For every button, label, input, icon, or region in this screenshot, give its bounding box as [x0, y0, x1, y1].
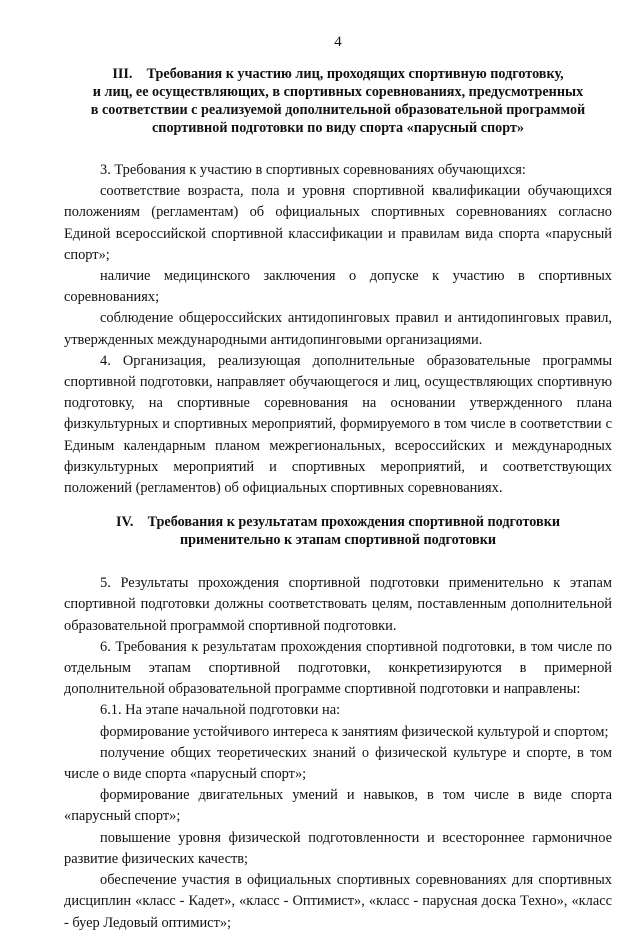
paragraph: получение общих теоретических знаний о физической культуре и спорте, в том числе о виде спорта «парусный спорт»;	[64, 744, 612, 783]
paragraph: 3. Требования к участию в спортивных соревнованиях обучающихся:	[100, 162, 526, 178]
paragraph: 6.1. На этапе начальной подготовки на:	[100, 702, 341, 719]
heading-line: в соответствии с реализуемой дополнительной образовательной программой	[90, 102, 586, 118]
heading-line: спортивной подготовки по виду спорта «парусный спорт»	[151, 120, 525, 136]
paragraph: повышение уровня физической подготовленности и всестороннее гармоничное развитие физических качеств;	[64, 829, 612, 867]
paragraph: соблюдение общероссийских антидопинговых правил и антидопинговых правил, утвержденных международными антидопинговыми организациями.	[64, 310, 612, 348]
paragraph: 5. Результаты прохождения спортивной подготовки применительно к этапам спортивной подготовки должны соответствовать целям, поставленным дополнительной образовательной программой спортивной подготовки.	[64, 575, 612, 634]
heading-line: III. Требования к участию лиц, проходящих спортивную подготовку,	[112, 66, 564, 82]
page-number: 4	[334, 34, 342, 50]
heading-line: IV. Требования к результатам прохождения спортивной подготовки	[115, 514, 561, 531]
section-heading-4	[64, 513, 612, 549]
paragraph: соответствие возраста, пола и уровня спортивной квалификации обучающихся положениям (регламентам) об официальных спортивных соревнованиях согласно Единой всероссийской спортивной классификации и правилам вида спорта «парусный спорт»;	[64, 183, 612, 263]
paragraph: формирование устойчивого интереса к занятиям физической культурой и спортом;	[100, 723, 609, 740]
section-heading-3	[64, 65, 612, 137]
paragraph: наличие медицинского заключения о допуске к участию в спортивных соревнованиях;	[64, 268, 612, 306]
paragraph: 6. Требования к результатам прохождения спортивной подготовки, в том числе по отдельным этапам спортивной подготовки, конкретизируются в примерной дополнительной образовательной программе спортивной подготовки и направлены:	[64, 638, 612, 698]
paragraph: обеспечение участия в официальных спортивных соревнованиях для спортивных дисциплин «класс - Кадет», «класс - Оптимист», «класс - парусная доска Техно», «класс - буер Ледовый оптимист»;	[64, 872, 612, 931]
paragraph: формирование двигательных умений и навыков, в том числе в виде спорта «парусный спорт»;	[64, 787, 612, 825]
heading-line: и лиц, ее осуществляющих, в спортивных соревнованиях, предусмотренных	[92, 84, 584, 100]
heading-line: применительно к этапам спортивной подготовки	[179, 532, 497, 549]
paragraph: 4. Организация, реализующая дополнительные образовательные программы спортивной подготовки, направляет обучающегося и лиц, осуществляющих спортивную подготовку, на спортивные соревнования на основании утвержденного плана физкультурных и спортивных мероприятий, формируемого в том числе в соответствии с Единым календарным планом межрегиональных, всероссийских и международных физкультурных мероприятий и спортивных мероприятий, и соответствующих положений (регламентов) об официальных спортивных соревнованиях.	[64, 352, 612, 497]
